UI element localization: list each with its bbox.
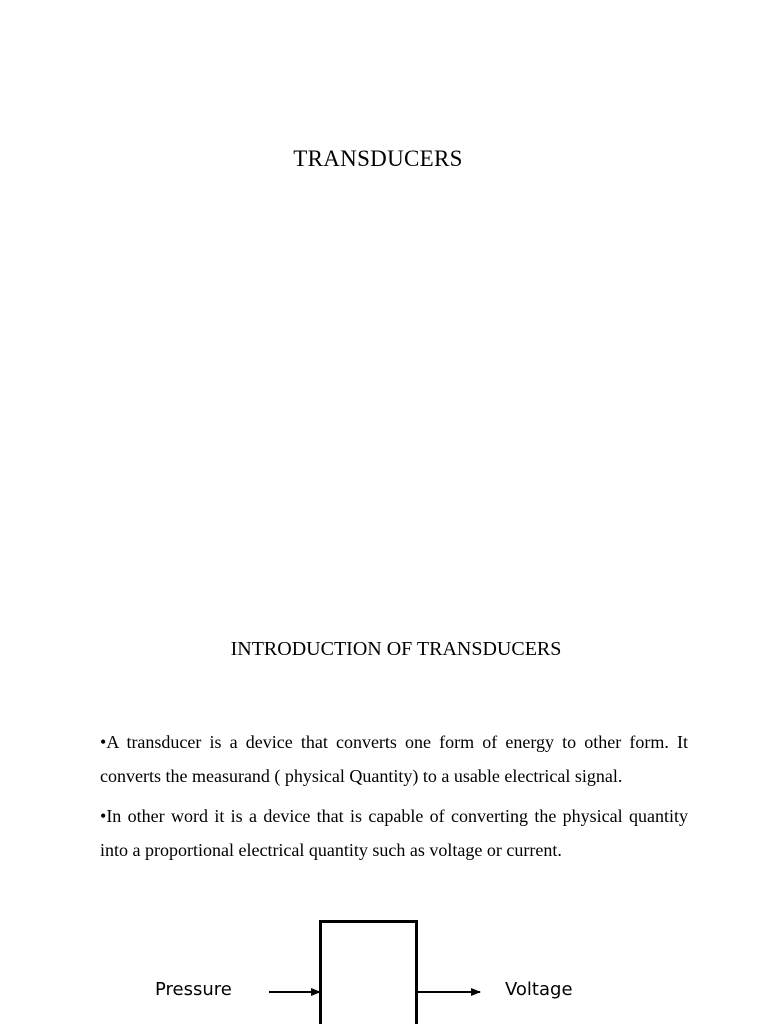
output-label: Voltage: [505, 979, 573, 1000]
paragraph-1-text: A transducer is a device that converts one form of energy to other form. It converts the measurand ( physical Quantity) to a usable electrical signal.: [100, 732, 688, 786]
paragraph-2: [100, 799, 688, 867]
page-title: TRANSDUCERS: [293, 146, 463, 171]
bullet-2: •: [100, 806, 107, 826]
bullet-1: •: [100, 732, 107, 752]
transducer-block: [321, 922, 417, 1024]
paragraph-2-text: In other word it is a device that is capable of converting the physical quantity into a proportional electrical quantity such as voltage or current.: [100, 806, 688, 860]
body-text: [100, 725, 688, 873]
input-label: Pressure: [155, 979, 232, 1000]
paragraph-1: [100, 725, 688, 793]
transducer-diagram: [0, 900, 768, 1024]
section-heading: INTRODUCTION OF TRANSDUCERS: [230, 638, 562, 660]
